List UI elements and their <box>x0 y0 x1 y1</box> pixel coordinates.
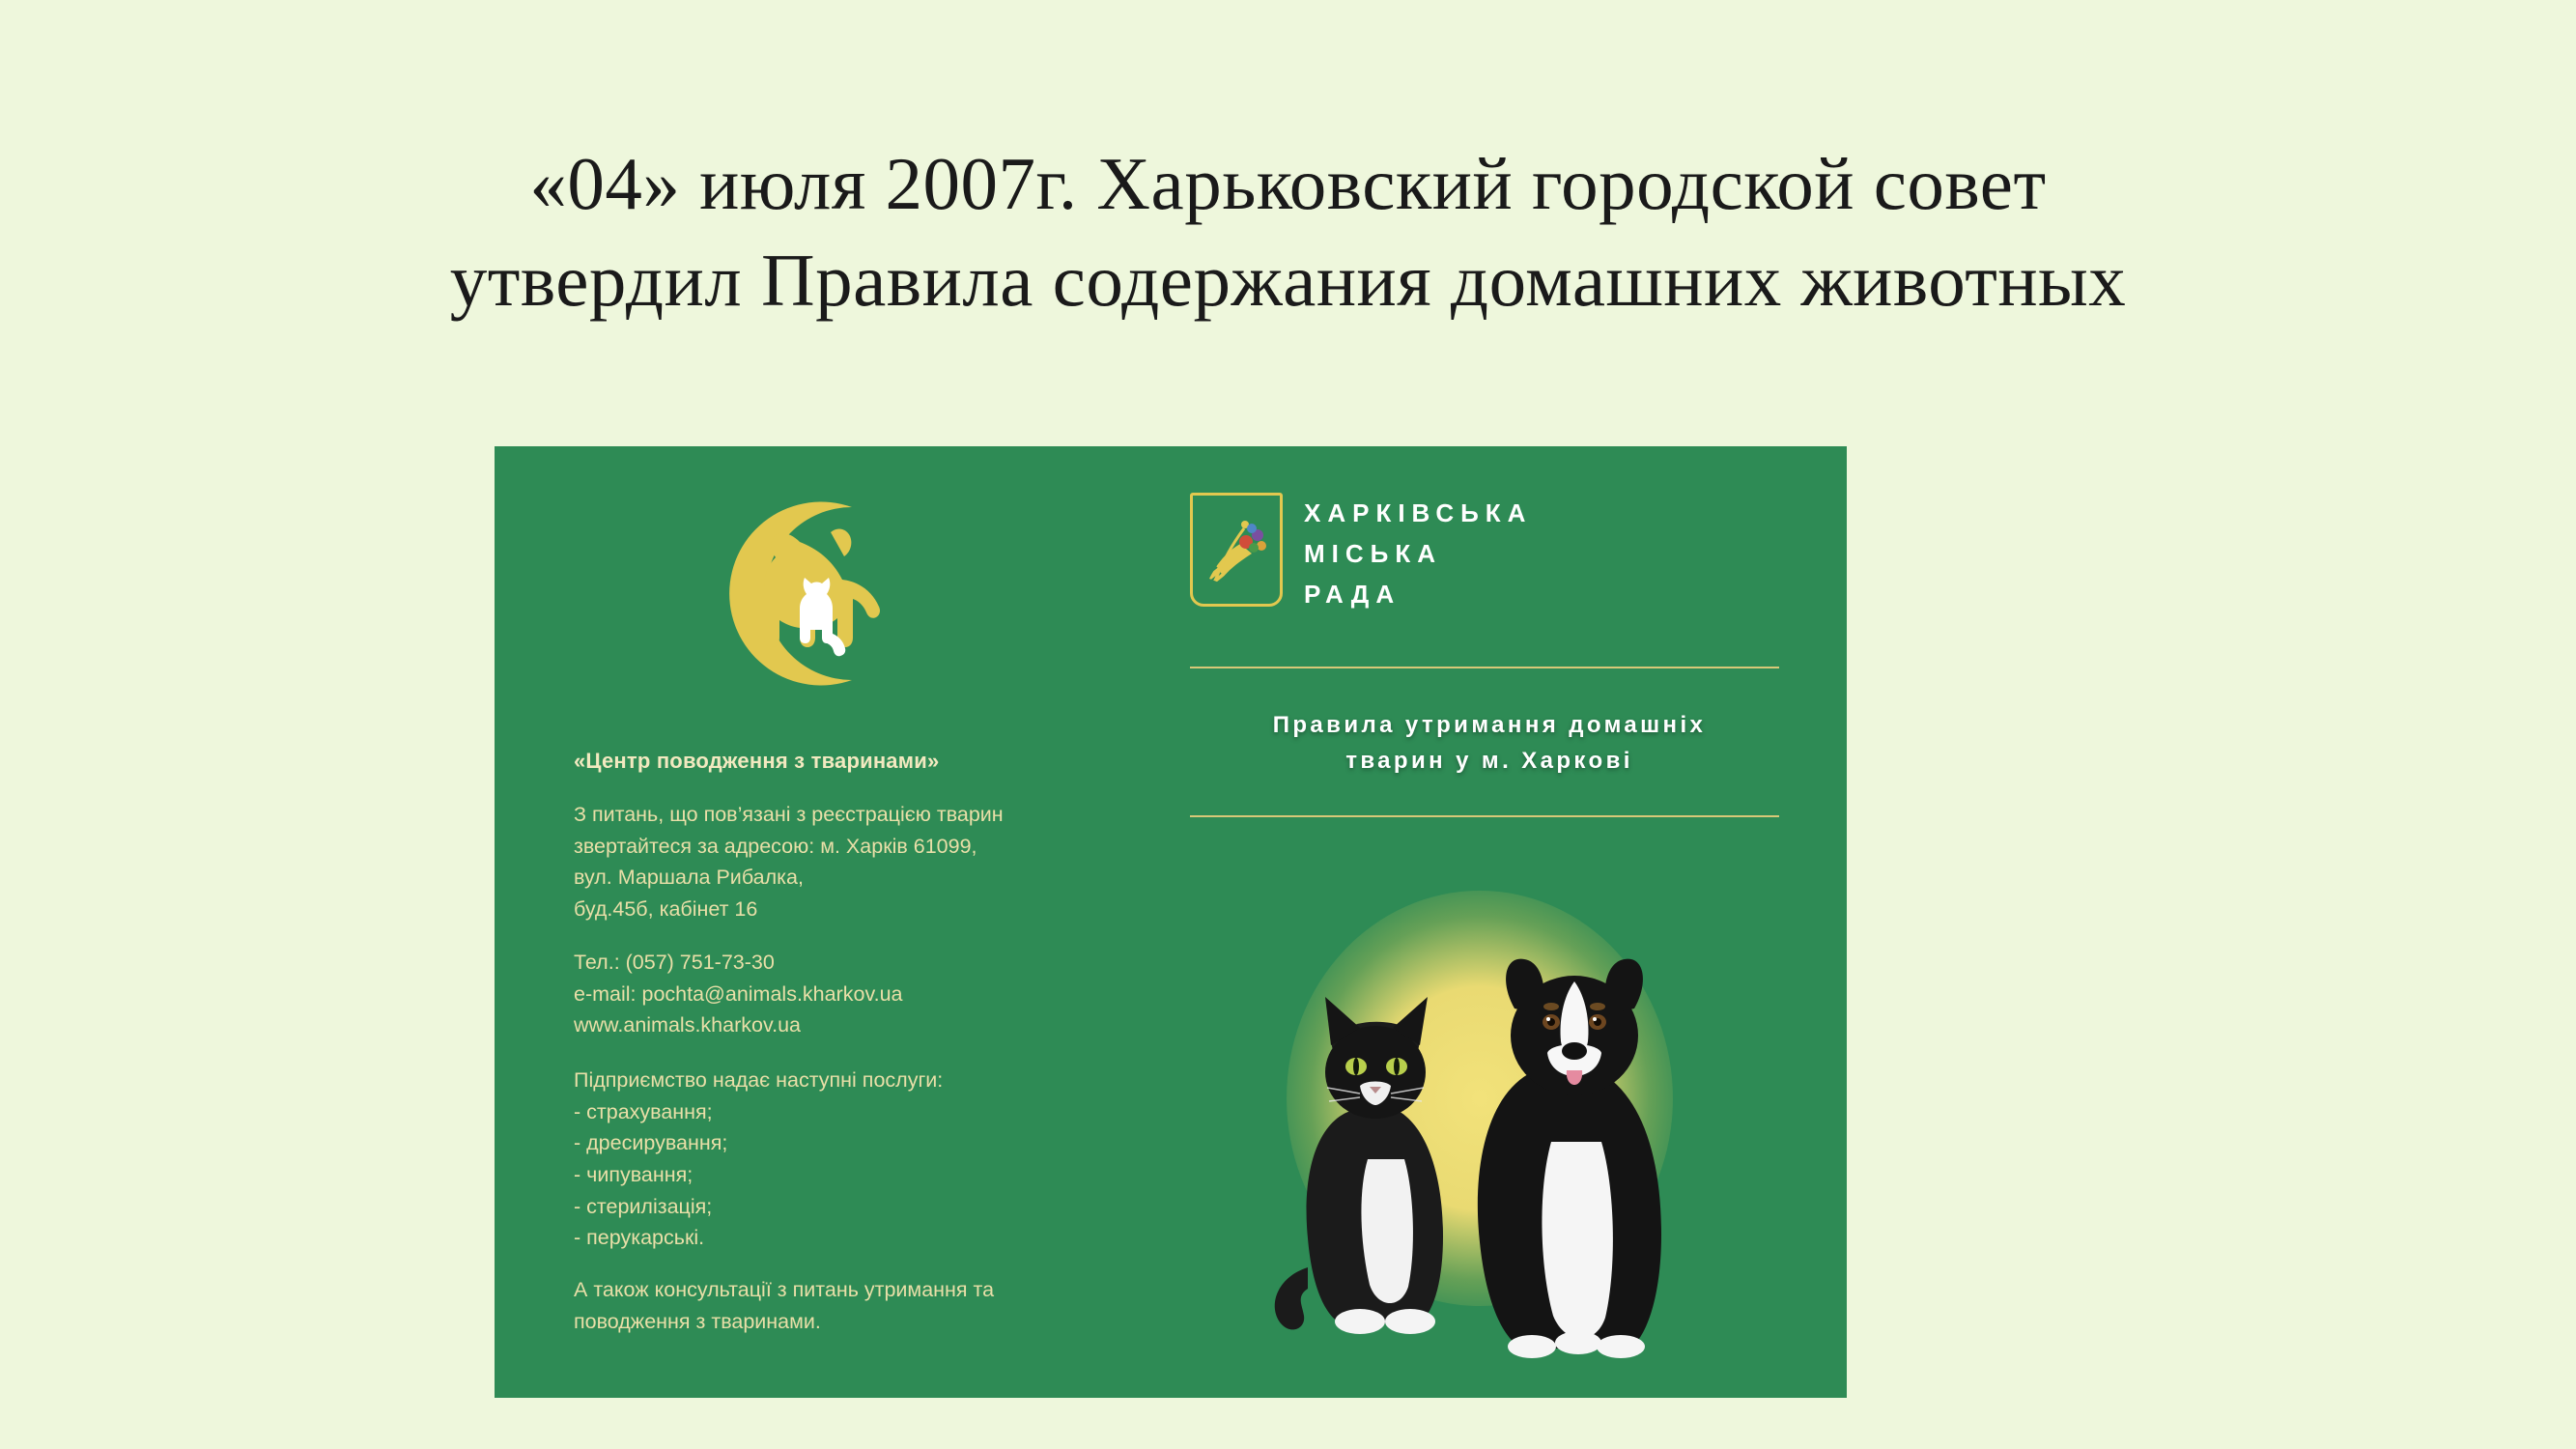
service-item: - страхування; <box>574 1099 713 1123</box>
phone-line: Тел.: (057) 751-73-30 <box>574 951 775 974</box>
email-line: e-mail: pochta@animals.kharkov.ua <box>574 981 903 1006</box>
poster-headline-line: тварин у м. Харкові <box>1345 748 1633 775</box>
note-line: поводження з тваринами. <box>574 1309 821 1333</box>
poster-headline-line: Правила утримання домашніх <box>1272 712 1707 738</box>
service-item: - стерилізація; <box>574 1194 713 1218</box>
address-block <box>574 799 1115 925</box>
poster-image <box>495 446 1847 1398</box>
website-line: www.animals.kharkov.ua <box>574 1013 801 1037</box>
consultation-note <box>574 1274 1115 1337</box>
city-council-line: РАДА <box>1304 580 1401 610</box>
service-item: - перукарські. <box>574 1226 705 1250</box>
page-title <box>168 0 2409 328</box>
city-council-line: ХАРКІВСЬКА <box>1304 498 1533 527</box>
service-item: - чипування; <box>574 1163 694 1187</box>
kharkiv-coat-of-arms-icon <box>1190 493 1283 607</box>
city-council-title <box>1304 493 1532 614</box>
contact-block <box>574 947 1115 1041</box>
service-item: - дресирування; <box>574 1131 728 1155</box>
organization-name: «Центр поводження з тваринами» <box>574 749 940 773</box>
poster-canvas <box>495 446 1847 1398</box>
poster-left-column <box>495 446 1113 1398</box>
dog-and-cat-emblem-icon <box>707 490 915 697</box>
services-block <box>574 1065 1115 1254</box>
address-line: вул. Маршала Рибалка, <box>574 866 804 890</box>
cat-and-dog-photo <box>1161 852 1837 1374</box>
page-title-line-1: «04» июля 2007г. Харьковский городской совет <box>529 142 2047 225</box>
address-line: буд.45б, кабінет 16 <box>574 897 758 922</box>
poster-right-column <box>1113 446 1847 1398</box>
page-title-line-2: утвердил Правила содержания домашних животных <box>449 239 2127 323</box>
note-line: А також консультації з питань утримання та <box>574 1278 995 1301</box>
dog-illustration <box>1478 959 1661 1358</box>
address-line: звертайтеся за адресою: м. Харків 61099, <box>574 834 977 858</box>
cat-illustration <box>1275 997 1443 1334</box>
services-title: Підприємство надає наступні послуги: <box>574 1068 944 1092</box>
divider-top <box>1190 667 1779 668</box>
city-council-line: МІСЬКА <box>1304 539 1442 569</box>
divider-bottom <box>1190 815 1779 817</box>
address-line: З питань, що пов’язані з реєстрацією тварин <box>574 803 1004 826</box>
poster-headline <box>1171 707 1808 779</box>
